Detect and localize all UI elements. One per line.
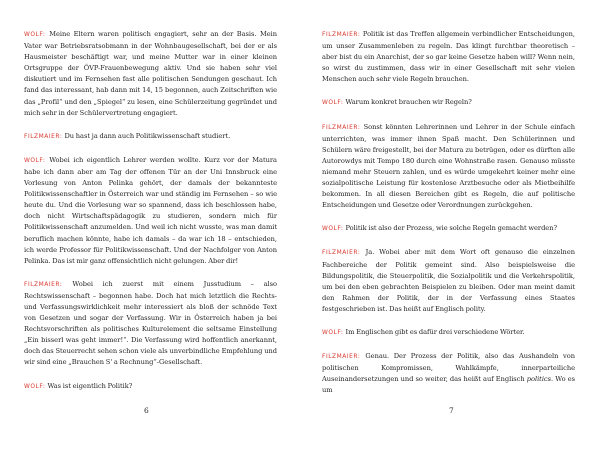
paragraph [24,279,277,369]
paragraph-text: Wobei ich eigentlich Lehrer werden wollte. Kurz vor der Matura habe ich dann aber am Tag der offenen Tür an der Uni Innsbruck eine Vorlesung von Anton Pelinka gehört, der damals der bekannteste Politikwissenschaftler in Österreich war und ständig im Fernsehen – so wie heute du. Und die Vorlesung war so spannend, dass ich beschlossen habe, doch nicht Wirtschaftspädagogik zu studieren, sondern mich für Politikwissenschaft anzumelden. Und weil ich nicht wusste, was man damit beruflich machen könnte, habe ich damals – da war ich 18 – entschieden, ich werde Professor für Politikwissenschaft. Und der Nachfolger von Anton Pelinka. Das ist mir ganz offensichtlich nicht gelungen. Aber dir! [24,155,277,265]
paragraph-text: Sonst könnten Lehrerinnen und Lehrer in der Schule einfach unterrichten, was immer ihnen Spaß macht. Den Schülerinnen und Schülern wäre freigestellt, bei der Matura zu betrügen, oder es dürften alle Autorowdys mit Tempo 180 durch eine Wohnstraße rasen. Genauso müsste niemand mehr Steuern zahlen, und es würde umgekehrt keiner mehr eine sozialpolitische Leistung für kostenlose Arztbesuche oder als Mietbeihilfe bekommen. In all diesen Bereichen gibt es Regeln, die auf politische Entscheidungen und Gesetze oder Verordnungen zurückgehen. [322,122,575,210]
paragraph [322,247,575,315]
paragraph-text: Genau. Der Prozess der Politik, also das Aushandeln von politischen Kompromissen, Wahlkämpfe, innerparteiliche Auseinandersetzungen und so weiter, das heißt auf Englisch [322,352,575,384]
right-page [322,29,575,467]
speaker-label: FILZMAIER: [24,133,63,140]
paragraph-text: Meine Eltern waren politisch engagiert, sehr an der Basis. Mein Vater war Betriebsratsobmann in der Wohnbaugesellschaft, bei der er als Hausmeister beschäftigt war, und meine Mutter war in einer kleinen Ortsgruppe der ÖVP-Frauenbewegung aktiv. Und sie haben sehr viel diskutiert und im Fernsehen fast alle politischen Sendungen geschaut. Ich fand das interessant, hab dann mit 14, 15 begonnen, auch Zeitschriften wie das „Profil“ und den „Spiegel“ zu lesen, eine Schülerzeitung gegründet und mich sehr in der Schülervertretung engagiert. [24,30,277,117]
paragraph-text: Wobei ich zuerst mit einem Jusstudium – also Rechtswissenschaft – begonnen habe. Doch hat mich letztlich die Rechts- und Verfassungswirklichkeit mehr interessiert als bloß der schnöde Text von Gesetzen und sogar der Verfassung. Wir in Österreich haben ja bei Rechtsvorschriften als politisches Kulturelement die seltsame Einstellung „Ein bisserl was geht immer!“. Die Verfassung wird hoffentlich anerkannt, doch das Steuerrecht sehen schon viele als unverbindliche Empfehlung und wir sind eine „Brauchen S' a Rechnung“-Gesellschaft. [24,279,277,367]
paragraph-text: Was ist eigentlich Politik? [47,381,133,390]
paragraph [24,155,277,267]
paragraph [322,351,575,396]
page-number-right: 7 [449,406,454,415]
speaker-label: WOLF: [322,329,344,336]
paragraph [322,327,575,339]
paragraph-text: Im Englischen gibt es dafür drei verschiedene Wörter. [345,327,525,336]
paragraph [24,131,277,143]
speaker-label: WOLF: [24,383,46,390]
paragraph [24,381,277,393]
paragraph-text: Warum konkret brauchen wir Regeln? [345,98,472,107]
speaker-label: WOLF: [24,157,46,164]
paragraph [322,223,575,235]
left-page [24,29,277,467]
paragraph-text: Politik ist also der Prozess, wie solche Regeln gemacht werden? [345,224,558,233]
speaker-label: WOLF: [322,226,344,233]
paragraph [322,29,575,85]
page-number-left: 6 [144,406,149,415]
speaker-label: FILZMAIER: [322,250,361,257]
paragraph-text: Ja. Wobei aber mit dem Wort oft genauso die einzelnen Fachbereiche der Politik gemeint sind. Also beispielsweise die Bildungspolitik, die Steuerpolitik, die Sozialpolitik und die Verkehrspolitik, um bei den eben gebrachten Beispielen zu bleiben. Oder man meint damit den Rahmen der Politik, der in der Verfassung eines Staates festgeschrieben ist. Das heißt auf Englisch polity. [322,248,575,313]
paragraph-text: . Wo es um [322,375,575,395]
speaker-label: FILZMAIER: [322,354,361,361]
speaker-label: FILZMAIER: [322,124,361,131]
speaker-label: FILZMAIER: [24,281,63,288]
paragraph-text: Du hast ja dann auch Politikwissenschaft studiert. [64,131,231,140]
paragraph-text: Politik ist das Treffen allgemein verbindlicher Entscheidungen, um unser Zusammenleben zu regeln. Das klingt furchtbar theoretisch – aber bist du ein Anarchist, der so gar keine Gesetze haben will? Wenn nein, so wirst du zustimmen, dass wir in einer Gesellschaft mit sehr vielen Menschen auch sehr viele Regeln brauchen. [322,30,575,84]
emphasized-term: politics [526,375,552,384]
speaker-label: WOLF: [322,100,344,107]
paragraph [322,97,575,109]
paragraph [24,29,277,119]
paragraph [322,122,575,212]
speaker-label: FILZMAIER: [322,32,361,38]
speaker-label: WOLF: [24,32,46,38]
